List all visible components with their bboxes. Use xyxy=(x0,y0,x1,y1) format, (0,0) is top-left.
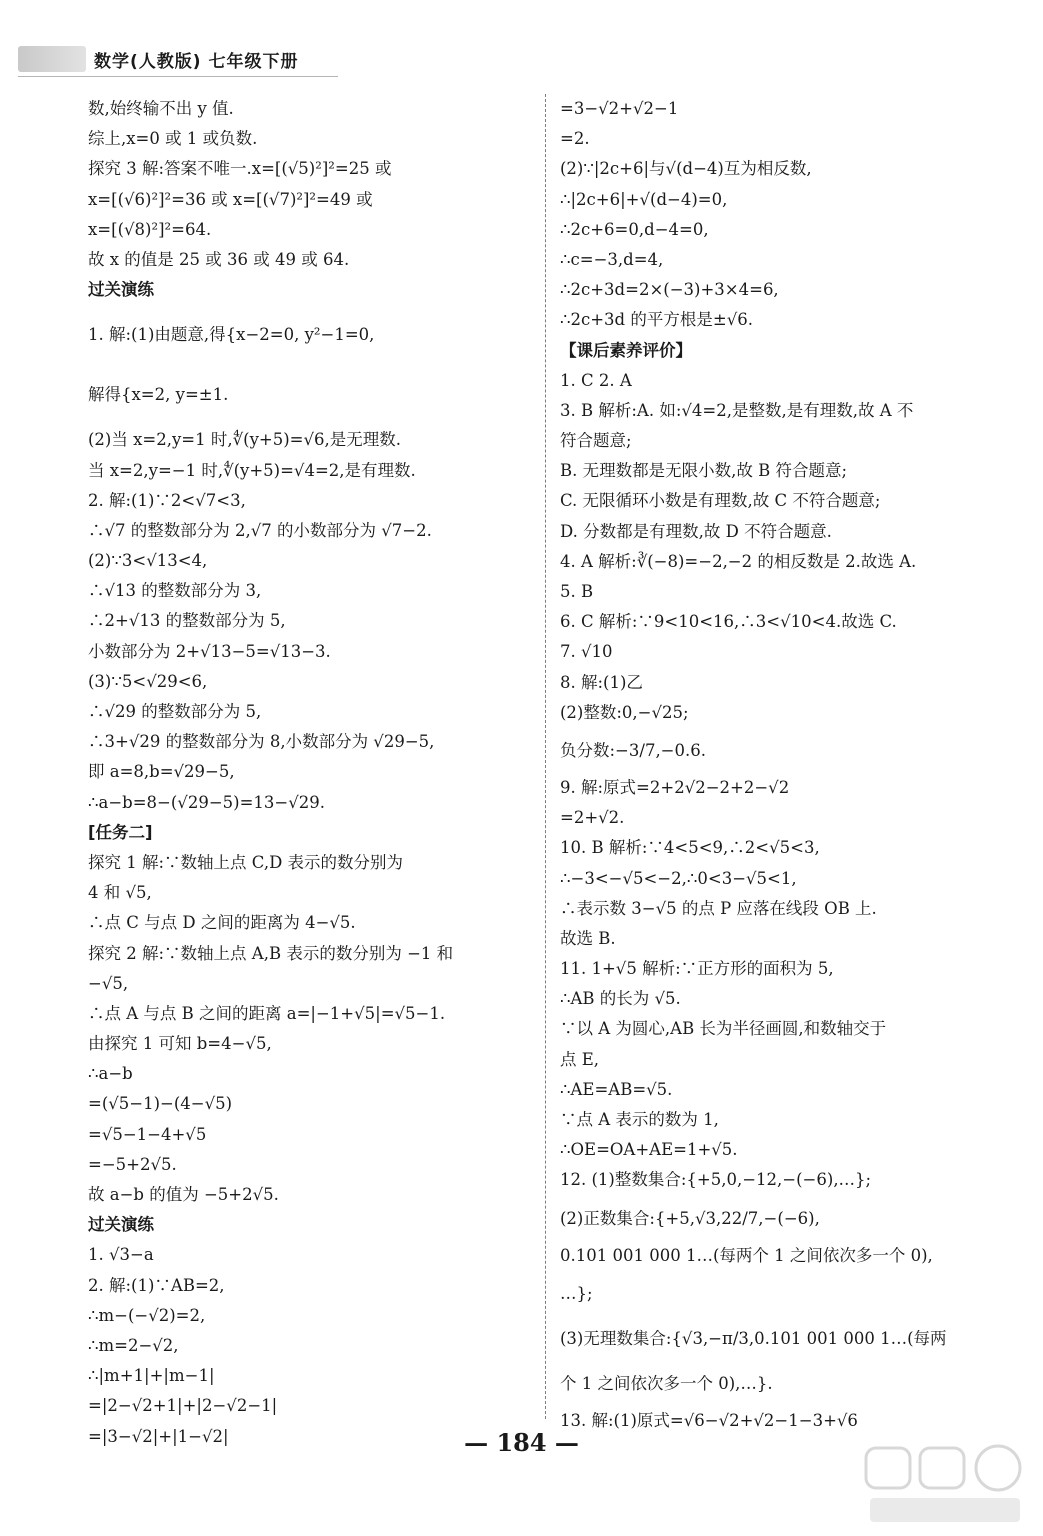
text-line: 探究 1 解:∵数轴上点 C,D 表示的数分别为 xyxy=(88,852,404,872)
text-line: ∴2c+3d 的平方根是±√6. xyxy=(560,310,753,330)
text-line: =2+√2. xyxy=(560,808,625,828)
text-line: 3. B 解析:A. 如:√4=2,是整数,是有理数,故 A 不 xyxy=(560,400,914,420)
section-heading: 过关演练 xyxy=(88,1215,154,1235)
text-line: 探究 2 解:∵数轴上点 A,B 表示的数分别为 −1 和 xyxy=(88,943,454,963)
text-line: ∴√7 的整数部分为 2,√7 的小数部分为 √7−2. xyxy=(88,520,432,540)
text-line: =|3−√2|+|1−√2| xyxy=(88,1426,229,1446)
text-line: ∴c=−3,d=4, xyxy=(560,249,664,269)
text-line: 综上,x=0 或 1 或负数. xyxy=(88,129,258,149)
text-line: ∴点 C 与点 D 之间的距离为 4−√5. xyxy=(88,913,356,933)
text-line: −√5, xyxy=(88,973,129,993)
text-line: ∴2c+6=0,d−4=0, xyxy=(560,219,709,239)
text-line: 9. 解:原式=2+2√2−2+2−√2 xyxy=(560,777,790,797)
text-line: =(√5−1)−(4−√5) xyxy=(88,1094,233,1114)
text-line: ∵以 A 为圆心,AB 长为半径画圆,和数轴交于 xyxy=(560,1019,887,1039)
text-line: (2)整数:0,−√25; xyxy=(560,702,689,722)
page-number: — 184 — xyxy=(464,1428,579,1457)
text-line: 故 x 的值是 25 或 36 或 49 或 64. xyxy=(88,249,350,269)
header-bar xyxy=(18,46,86,72)
text-line: =2. xyxy=(560,129,590,149)
text-line: 即 a=8,b=√29−5, xyxy=(88,762,235,782)
text-line: =−5+2√5. xyxy=(88,1154,177,1174)
text-line: 故 a−b 的值为 −5+2√5. xyxy=(88,1185,279,1204)
column-divider xyxy=(545,94,546,1419)
text-line: 符合题意; xyxy=(560,431,632,451)
text-line: 个 1 之间依次多一个 0),…}. xyxy=(560,1373,773,1393)
text-line: (2)∵|2c+6|与√(d−4)互为相反数, xyxy=(560,159,812,179)
text-line: (3)∵5<√29<6, xyxy=(88,671,208,691)
text-line: (2)正数集合:{+5,√3,22/7,−(−6), xyxy=(560,1208,820,1228)
text-line: ∴AE=AB=√5. xyxy=(560,1079,673,1099)
left-column xyxy=(88,94,536,1452)
text-line: ∴AB 的长为 √5. xyxy=(560,989,681,1009)
text-line: 2. 解:(1)∵2<√7<3, xyxy=(88,490,246,510)
text-line: ∴OE=OA+AE=1+√5. xyxy=(560,1140,738,1160)
section-heading: 过关演练 xyxy=(88,280,154,300)
text-line: 1. √3−a xyxy=(88,1245,154,1265)
text-line: ∴表示数 3−√5 的点 P 应落在线段 OB 上. xyxy=(560,898,877,918)
text-line: 4 和 √5, xyxy=(88,883,152,903)
text-line: ∴2+√13 的整数部分为 5, xyxy=(88,611,286,631)
text-line: ∴|2c+6|+√(d−4)=0, xyxy=(560,189,728,209)
text-line: 4. A 解析:∛(−8)=−2,−2 的相反数是 2.故选 A. xyxy=(560,551,917,571)
watermark-logo-icon xyxy=(860,1440,1030,1530)
text-line: ∴2c+3d=2×(−3)+3×4=6, xyxy=(560,280,779,300)
text-line: 0.101 001 000 1…(每两个 1 之间依次多一个 0), xyxy=(560,1245,933,1265)
text-line: 7. √10 xyxy=(560,642,613,662)
text-line: …}; xyxy=(560,1283,593,1303)
text-line: ∴√13 的整数部分为 3, xyxy=(88,581,262,601)
text-line: 13. 解:(1)原式=√6−√2+√2−1−3+√6 xyxy=(560,1410,858,1430)
text-line: 负分数:−3/7,−0.6. xyxy=(560,740,706,760)
text-line: 12. (1)整数集合:{+5,0,−12,−(−6),…}; xyxy=(560,1170,872,1190)
text-line: =3−√2+√2−1 xyxy=(560,99,679,118)
text-line: 1. 解:(1)由题意,得{x−2=0, y²−1=0, xyxy=(88,325,375,345)
text-line: ∴a−b=8−(√29−5)=13−√29. xyxy=(88,792,325,812)
text-line: (2)∵3<√13<4, xyxy=(88,551,208,571)
text-line: 数,始终输不出 y 值. xyxy=(88,99,234,118)
text-line: 探究 3 解:答案不唯一.x=[(√5)²]²=25 或 xyxy=(88,159,392,179)
text-line: x=[(√8)²]²=64. xyxy=(88,219,212,239)
text-line: =|2−√2+1|+|2−√2−1| xyxy=(88,1396,278,1416)
text-line: ∴|m+1|+|m−1| xyxy=(88,1366,215,1386)
text-line: 解得{x=2, y=±1. xyxy=(88,385,229,405)
text-line: ∵点 A 表示的数为 1, xyxy=(560,1110,719,1129)
text-line: 由探究 1 可知 b=4−√5, xyxy=(88,1034,272,1054)
text-line: 故选 B. xyxy=(560,928,616,948)
text-line: 2. 解:(1)∵AB=2, xyxy=(88,1275,225,1295)
header-rule xyxy=(18,76,338,77)
text-line: D. 分数都是有理数,故 D 不符合题意. xyxy=(560,521,832,541)
text-line: 小数部分为 2+√13−5=√13−3. xyxy=(88,641,331,661)
text-line: ∴a−b xyxy=(88,1064,133,1084)
text-line: 当 x=2,y=−1 时,∜(y+5)=√4=2,是有理数. xyxy=(88,460,416,480)
text-line: 11. 1+√5 解析:∵正方形的面积为 5, xyxy=(560,959,834,979)
text-line: C. 无限循环小数是有理数,故 C 不符合题意; xyxy=(560,491,881,511)
text-line: ∴−3<−√5<−2,∴0<3−√5<1, xyxy=(560,868,797,888)
text-line: ∴m=2−√2, xyxy=(88,1335,179,1355)
section-heading: 【课后素养评价】 xyxy=(560,340,692,360)
text-line: 6. C 解析:∵9<10<16,∴3<√10<4.故选 C. xyxy=(560,612,897,632)
text-line: 1. C 2. A xyxy=(560,370,632,390)
text-line: (3)无理数集合:{√3,−π/3,0.101 001 000 1…(每两 xyxy=(560,1328,947,1348)
text-line: ∴点 A 与点 B 之间的距离 a=|−1+√5|=√5−1. xyxy=(88,1003,446,1023)
text-line: ∴√29 的整数部分为 5, xyxy=(88,702,262,721)
text-line: ∴3+√29 的整数部分为 8,小数部分为 √29−5, xyxy=(88,732,435,752)
text-line: 5. B xyxy=(560,582,594,601)
text-line: x=[(√6)²]²=36 或 x=[(√7)²]²=49 或 xyxy=(88,189,373,209)
right-column xyxy=(560,94,1008,1436)
text-line: (2)当 x=2,y=1 时,∜(y+5)=√6,是无理数. xyxy=(88,430,401,450)
section-heading: [任务二] xyxy=(88,822,153,842)
text-line: =√5−1−4+√5 xyxy=(88,1124,207,1144)
text-line: ∴m−(−√2)=2, xyxy=(88,1305,206,1325)
text-line: 点 E, xyxy=(560,1049,600,1069)
header-title: 数学(人教版) 七年级下册 xyxy=(94,52,299,72)
text-line: 8. 解:(1)乙 xyxy=(560,672,643,692)
text-line: 10. B 解析:∵4<5<9,∴2<√5<3, xyxy=(560,838,820,858)
text-line: B. 无理数都是无限小数,故 B 符合题意; xyxy=(560,461,848,481)
